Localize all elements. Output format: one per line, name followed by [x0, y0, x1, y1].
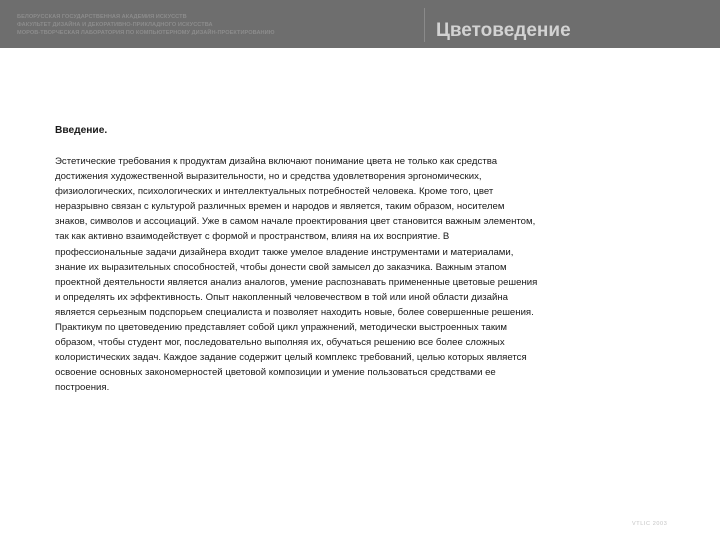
paragraph-line: физиологических, психологических и интеллектуальных потребностей человека. Кроме того, цвет — [55, 186, 494, 198]
page-title: Цветоведение — [436, 20, 571, 41]
paragraph-line: неразрывно связан с культурой различных времен и народов и является, таким образом, носителем — [55, 201, 505, 213]
institution-line-2: ФАКУЛЬТЕТ ДИЗАЙНА И ДЕКОРАТИВНО-ПРИКЛАДНОГО ИСКУССТВА — [17, 22, 213, 28]
paragraph-line: освоение основных закономерностей цветовой композиции и умение пользоваться средствами ее — [55, 367, 496, 379]
paragraph-line: Практикум по цветоведению представляет собой цикл упражнений, методически выстроенных таким — [55, 322, 508, 334]
section-heading: Введение. — [55, 125, 108, 136]
intro-paragraph — [55, 154, 670, 396]
institution-line-1: БЕЛОРУССКАЯ ГОСУДАРСТВЕННАЯ АКАДЕМИЯ ИСКУССТВ — [17, 14, 187, 20]
paragraph-line: Эстетические требования к продуктам дизайна включают понимание цвета не только как средства — [55, 156, 498, 167]
header-divider — [424, 8, 425, 42]
paragraph-line: и определять их эффективность. Опыт накопленный человечеством в той или иной области дизайна — [55, 291, 508, 303]
institution-line-3: МОРОВ-ТВОРЧЕСКАЯ ЛАБОРАТОРИЯ ПО КОМПЬЮТЕРНОМУ ДИЗАЙН-ПРОЕКТИРОВАНИЮ — [17, 30, 275, 36]
footer-mark: VTLIC 2003 — [632, 521, 668, 527]
paragraph-line: построения. — [55, 382, 110, 394]
institution-text — [17, 13, 407, 37]
paragraph-line: достижения художественной выразительности, но и средства удовлетворения эргономических, — [55, 171, 482, 183]
paragraph-line: образом, чтобы студент мог, последовательно выполняя их, обучаться решению все более сложных — [55, 337, 505, 349]
main-content — [55, 124, 670, 396]
paragraph-line: колористических задач. Каждое задание содержит целый комплекс требований, целью которых является — [55, 352, 527, 364]
header-bar — [0, 0, 720, 48]
paragraph-line: знание их выразительных способностей, чтобы донести свой замысел до заказчика. Важным этапом — [55, 261, 507, 273]
paragraph-line: проектной деятельности является анализ аналогов, умение распознавать примененные цветовые решения — [55, 276, 538, 288]
paragraph-line: профессиональные задачи дизайнера входит также умелое владение инструментами и материалами, — [55, 246, 514, 258]
paragraph-line: является серьезным подспорьем специалиста и позволяет находить новые, более совершенные решения. — [55, 306, 534, 318]
paragraph-line: так как активно взаимодействует с формой и пространством, влияя на их восприятие. В — [55, 231, 450, 243]
paragraph-line: знаков, символов и ассоциаций. Уже в самом начале проектирования цвет становится важным элементом, — [55, 216, 536, 228]
